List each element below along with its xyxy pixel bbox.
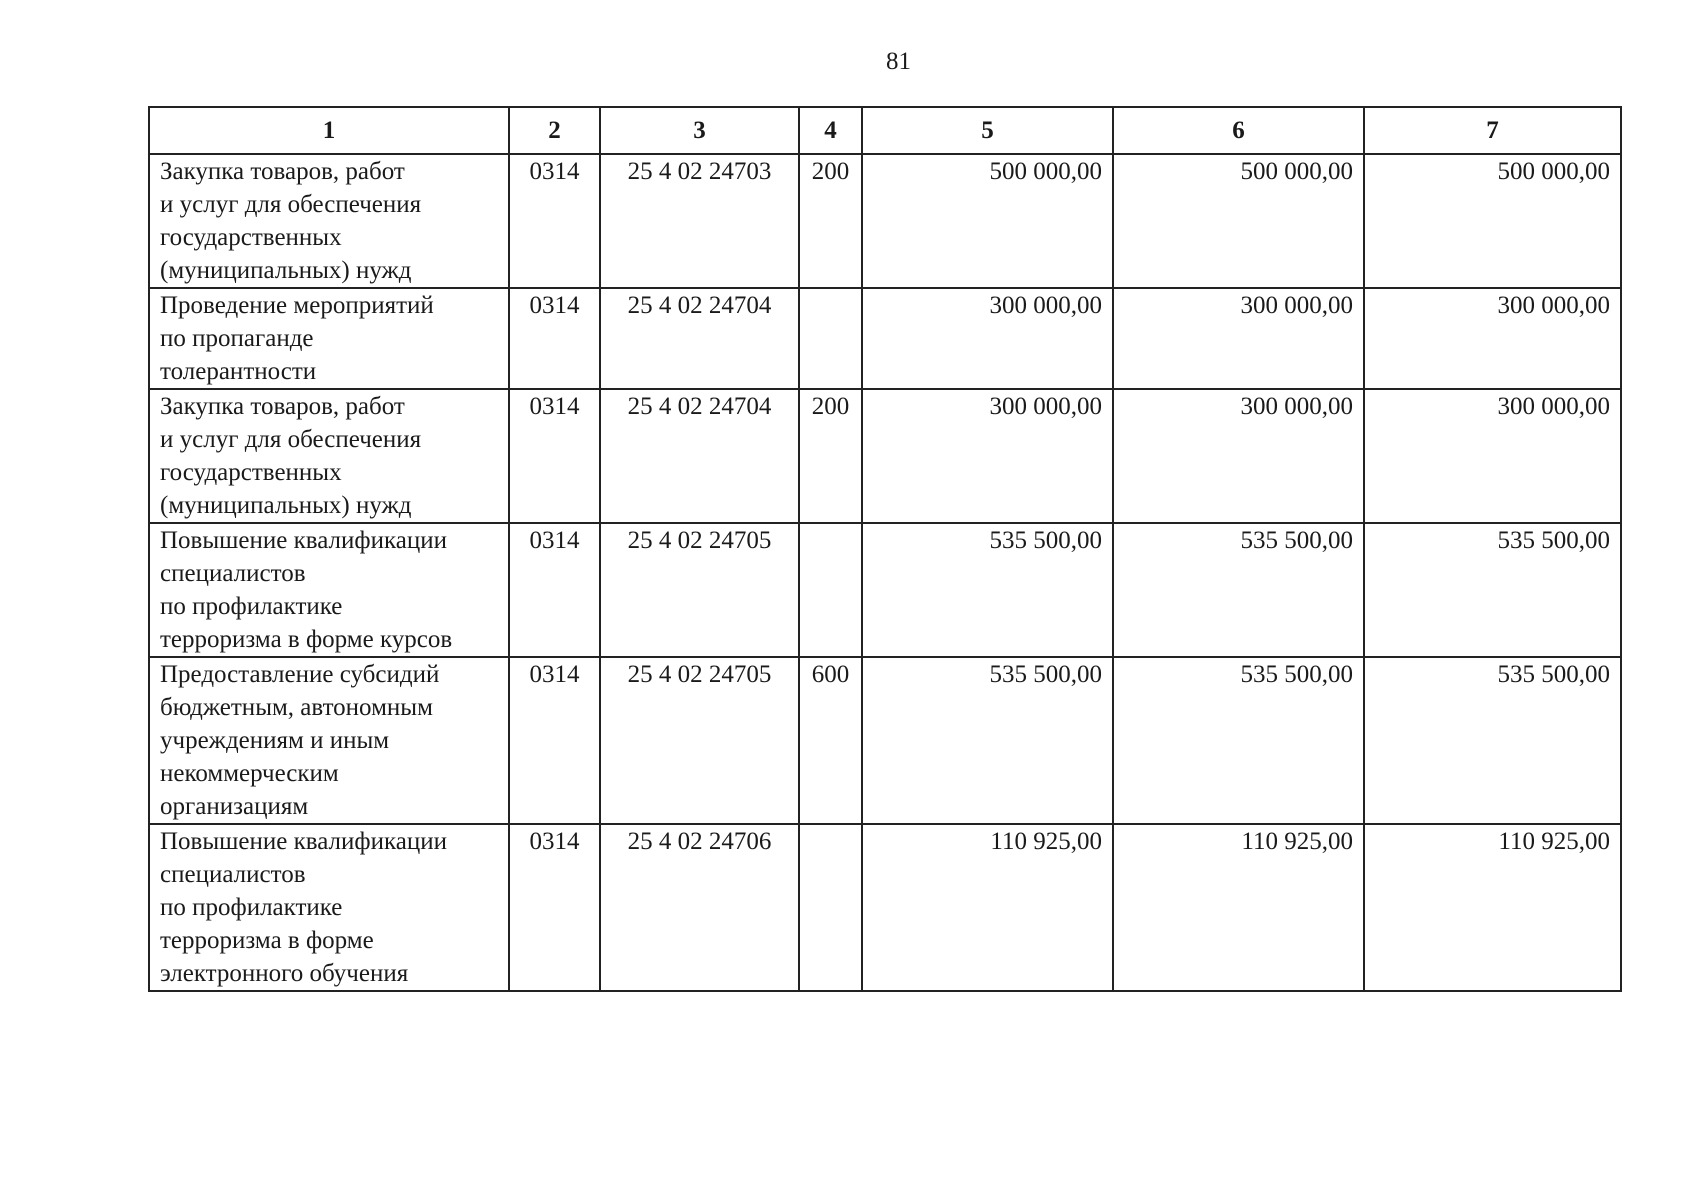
budget-table [148, 106, 1622, 992]
table-row [149, 523, 1621, 657]
row-target-article: 25 4 02 24704 [600, 288, 799, 389]
row-sum-col6: 535 500,00 [1113, 523, 1364, 657]
row-name: Закупка товаров, работ и услуг для обеспечения государственных (муниципальных) нужд [149, 154, 509, 288]
row-target-article: 25 4 02 24704 [600, 389, 799, 523]
row-sum-col5: 500 000,00 [862, 154, 1113, 288]
page-number: 81 [886, 48, 911, 75]
row-sum-col6: 300 000,00 [1113, 288, 1364, 389]
row-code: 0314 [509, 824, 600, 991]
row-target-article: 25 4 02 24703 [600, 154, 799, 288]
row-expense-type [799, 288, 862, 389]
table-row [149, 657, 1621, 824]
row-expense-type [799, 824, 862, 991]
row-expense-type: 200 [799, 389, 862, 523]
column-header: 2 [509, 107, 600, 154]
row-sum-col7: 535 500,00 [1364, 657, 1621, 824]
table-row [149, 154, 1621, 288]
table-row [149, 288, 1621, 389]
row-expense-type: 200 [799, 154, 862, 288]
row-expense-type: 600 [799, 657, 862, 824]
row-code: 0314 [509, 657, 600, 824]
row-sum-col5: 300 000,00 [862, 288, 1113, 389]
column-header: 4 [799, 107, 862, 154]
row-code: 0314 [509, 288, 600, 389]
row-sum-col7: 110 925,00 [1364, 824, 1621, 991]
row-target-article: 25 4 02 24706 [600, 824, 799, 991]
row-sum-col6: 300 000,00 [1113, 389, 1364, 523]
row-code: 0314 [509, 389, 600, 523]
row-target-article: 25 4 02 24705 [600, 657, 799, 824]
row-sum-col6: 110 925,00 [1113, 824, 1364, 991]
row-name: Повышение квалификации специалистов по профилактике терроризма в форме курсов [149, 523, 509, 657]
row-expense-type [799, 523, 862, 657]
column-header: 6 [1113, 107, 1364, 154]
row-sum-col5: 110 925,00 [862, 824, 1113, 991]
row-sum-col5: 535 500,00 [862, 657, 1113, 824]
row-code: 0314 [509, 154, 600, 288]
row-sum-col7: 500 000,00 [1364, 154, 1621, 288]
header-row [149, 107, 1621, 154]
column-header: 5 [862, 107, 1113, 154]
row-sum-col5: 300 000,00 [862, 389, 1113, 523]
row-name: Предоставление субсидий бюджетным, автономным учреждениям и иным некоммерческим организациям [149, 657, 509, 824]
row-sum-col7: 300 000,00 [1364, 389, 1621, 523]
row-sum-col7: 300 000,00 [1364, 288, 1621, 389]
row-target-article: 25 4 02 24705 [600, 523, 799, 657]
table-row [149, 389, 1621, 523]
table-row [149, 824, 1621, 991]
row-name: Повышение квалификации специалистов по профилактике терроризма в форме электронного обучения [149, 824, 509, 991]
column-header: 3 [600, 107, 799, 154]
row-sum-col5: 535 500,00 [862, 523, 1113, 657]
column-header: 7 [1364, 107, 1621, 154]
column-header: 1 [149, 107, 509, 154]
row-sum-col6: 500 000,00 [1113, 154, 1364, 288]
row-name: Проведение мероприятий по пропаганде толерантности [149, 288, 509, 389]
row-name: Закупка товаров, работ и услуг для обеспечения государственных (муниципальных) нужд [149, 389, 509, 523]
row-code: 0314 [509, 523, 600, 657]
row-sum-col7: 535 500,00 [1364, 523, 1621, 657]
row-sum-col6: 535 500,00 [1113, 657, 1364, 824]
